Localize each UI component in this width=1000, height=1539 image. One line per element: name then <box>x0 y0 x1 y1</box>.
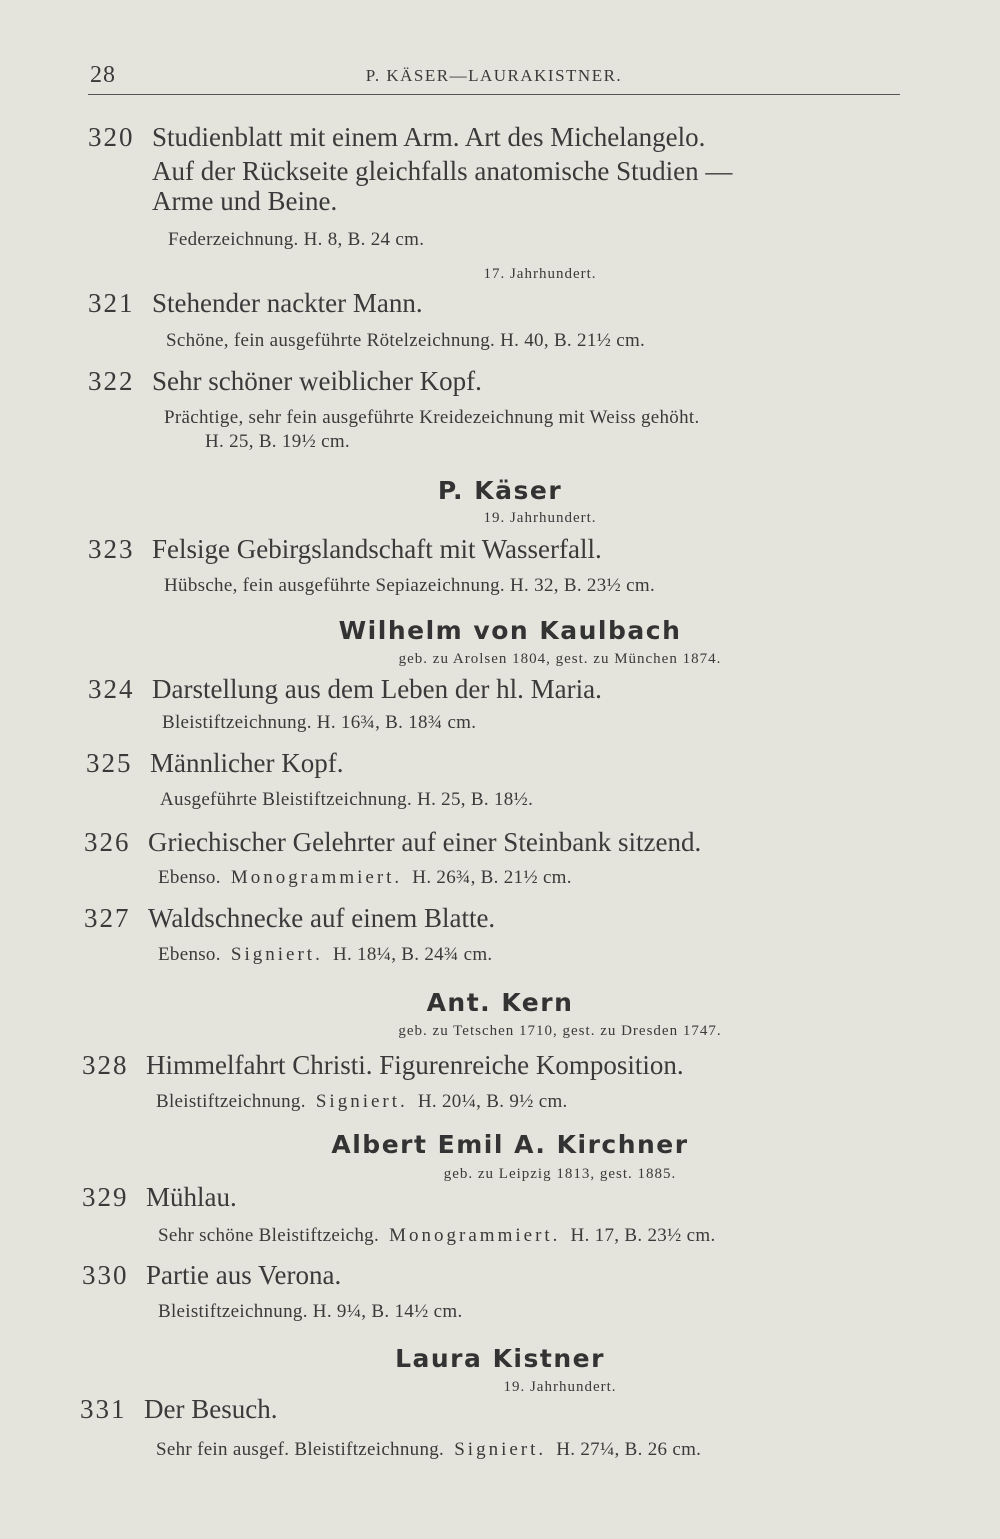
entry-title: Studienblatt mit einem Arm. Art des Michelangelo. <box>152 122 706 152</box>
artist-dates-kaulbach: geb. zu Arolsen 1804, gest. zu München 1874. <box>398 651 722 667</box>
entry-328-description: Bleistiftzeichnung. Signiert. H. 20¼, B. 9½ cm. <box>156 1091 568 1112</box>
entry-title: Partie aus Verona. <box>146 1260 342 1290</box>
entry-number: 323 <box>88 534 135 564</box>
entry-title: Waldschnecke auf einem Blatte. <box>148 903 496 933</box>
entry-number: 328 <box>82 1050 129 1080</box>
entry-title: Griechischer Gelehrter auf einer Steinbank sitzend. <box>148 827 702 857</box>
artist-period-kaeser: 19. Jahrhundert. <box>483 510 597 526</box>
entry-322 <box>88 366 1000 396</box>
entry-320-line1 <box>88 122 1000 152</box>
artist-period-kistner: 19. Jahrhundert. <box>503 1379 617 1395</box>
entry-320-description: Federzeichnung. H. 8, B. 24 cm. <box>168 229 425 250</box>
page-number: 28 <box>90 62 116 88</box>
entry-number: 320 <box>88 122 135 152</box>
artist-dates-kern: geb. zu Tetschen 1710, gest. zu Dresden 1747. <box>398 1023 722 1039</box>
entry-title: Darstellung aus dem Leben der hl. Maria. <box>152 674 602 704</box>
artist-heading-kaeser: P. Käser <box>437 476 563 505</box>
entry-324 <box>88 674 1000 704</box>
entry-326-description: Ebenso. Monogrammiert. H. 26¾, B. 21½ cm. <box>158 867 572 888</box>
entry-323-description: Hübsche, fein ausgeführte Sepiazeichnung. H. 32, B. 23½ cm. <box>164 575 655 596</box>
entry-331 <box>80 1394 1000 1424</box>
entry-320-line3: Arme und Beine. <box>152 186 338 216</box>
entry-321-description: Schöne, fein ausgeführte Rötelzeichnung. H. 40, B. 21½ cm. <box>166 330 646 351</box>
entry-322-dimensions: H. 25, B. 19½ cm. <box>205 431 350 452</box>
entry-title: Sehr schöner weiblicher Kopf. <box>152 366 482 396</box>
entry-328 <box>82 1050 1000 1080</box>
entry-329-description: Sehr schöne Bleistiftzeichg. Monogrammiert. H. 17, B. 23½ cm. <box>158 1225 716 1246</box>
entry-325-description: Ausgeführte Bleistiftzeichnung. H. 25, B. 18½. <box>160 789 534 810</box>
entry-title: Stehender nackter Mann. <box>152 288 423 318</box>
artist-heading-kirchner: Albert Emil A. Kirchner <box>331 1130 689 1159</box>
entry-326 <box>84 827 1000 857</box>
entry-330-description: Bleistiftzeichnung. H. 9¼, B. 14½ cm. <box>158 1301 463 1322</box>
entry-title: Männlicher Kopf. <box>150 748 344 778</box>
entry-327 <box>84 903 1000 933</box>
entry-number: 325 <box>86 748 133 778</box>
entry-323 <box>88 534 1000 564</box>
artist-heading-kistner: Laura Kistner <box>395 1344 605 1373</box>
entry-number: 324 <box>88 674 135 704</box>
entry-327-description: Ebenso. Signiert. H. 18¼, B. 24¾ cm. <box>158 944 493 965</box>
entry-number: 329 <box>82 1182 129 1212</box>
entry-number: 327 <box>84 903 131 933</box>
artist-heading-kern: Ant. Kern <box>426 988 574 1017</box>
entry-329 <box>82 1182 1000 1212</box>
artist-dates-kirchner: geb. zu Leipzig 1813, gest. 1885. <box>443 1166 677 1182</box>
artist-heading-kaulbach: Wilhelm von Kaulbach <box>338 616 682 645</box>
running-head: P. KÄSER—LAURAKISTNER. <box>365 66 623 85</box>
entry-331-description: Sehr fein ausgef. Bleistiftzeichnung. Signiert. H. 27¼, B. 26 cm. <box>156 1439 702 1460</box>
entry-330 <box>82 1260 1000 1290</box>
entry-320-line2: Auf der Rückseite gleichfalls anatomische Studien — <box>152 156 733 186</box>
period-label: 17. Jahrhundert. <box>483 266 597 282</box>
page-header <box>88 58 900 95</box>
entry-322-description: Prächtige, sehr fein ausgeführte Kreidezeichnung mit Weiss gehöht. <box>164 407 700 428</box>
entry-number: 330 <box>82 1260 129 1290</box>
entry-title: Der Besuch. <box>144 1394 278 1424</box>
entry-number: 322 <box>88 366 135 396</box>
entry-325 <box>86 748 1000 778</box>
entry-321 <box>88 288 1000 318</box>
entry-324-description: Bleistiftzeichnung. H. 16¾, B. 18¾ cm. <box>162 712 477 733</box>
entry-number: 331 <box>80 1394 127 1424</box>
entry-title: Mühlau. <box>146 1182 237 1212</box>
entry-number: 321 <box>88 288 135 318</box>
entry-number: 326 <box>84 827 131 857</box>
entry-title: Himmelfahrt Christi. Figurenreiche Komposition. <box>146 1050 684 1080</box>
entry-title: Felsige Gebirgslandschaft mit Wasserfall. <box>152 534 602 564</box>
